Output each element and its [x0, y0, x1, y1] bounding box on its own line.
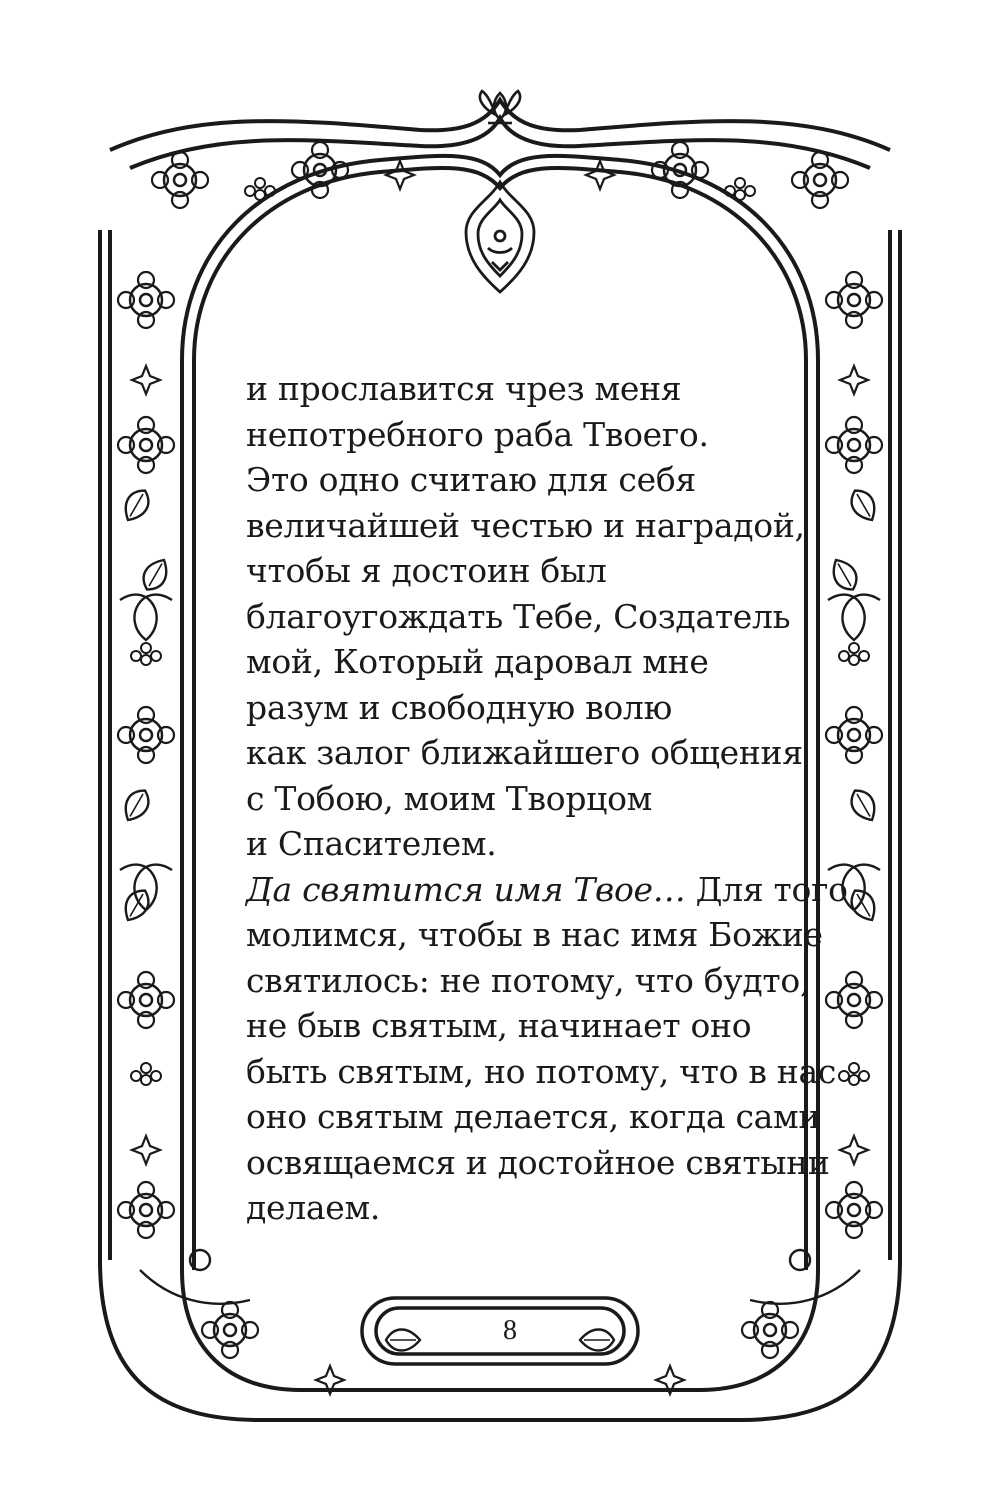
italic-quote: Да святится имя Твое…: [246, 869, 686, 909]
text-line: благоугождать Тебе, Создатель: [246, 596, 791, 636]
text-line: как залог ближайшего общения: [246, 733, 803, 772]
text-line: делаем.: [246, 1188, 381, 1227]
text-line: и Спасителем.: [246, 824, 497, 863]
text-line: не быв святым, начинает оно: [246, 1006, 752, 1045]
text-line: Это одно считаю для себя: [246, 460, 696, 499]
page-number: 8: [503, 1315, 517, 1346]
text-line: мой, Который даровал мне: [246, 642, 709, 681]
text-continuation: Для того: [685, 869, 848, 909]
text-line: с Тобою, моим Творцом: [246, 778, 653, 818]
text-line: освящаемся и достойное святыни: [246, 1142, 830, 1182]
text-line: оно святым делается, когда сами: [246, 1097, 821, 1136]
text-line-mixed: [246, 867, 848, 913]
text-line: святилось: не потому, что будто,: [246, 960, 811, 1000]
pendant-drop-icon: [466, 182, 534, 292]
page-text: [246, 366, 848, 1231]
text-line: и прославится чрез меня: [246, 369, 682, 408]
text-line: величайшей честью и наградой,: [246, 505, 805, 545]
text-line: быть святым, но потому, что в нас: [246, 1051, 837, 1091]
text-line: чтобы я достоин был: [246, 551, 607, 590]
text-line: разум и свободную волю: [246, 687, 673, 727]
text-line: непотребного раба Твоего.: [246, 414, 709, 454]
text-line: молимся, чтобы в нас имя Божие: [246, 915, 823, 954]
